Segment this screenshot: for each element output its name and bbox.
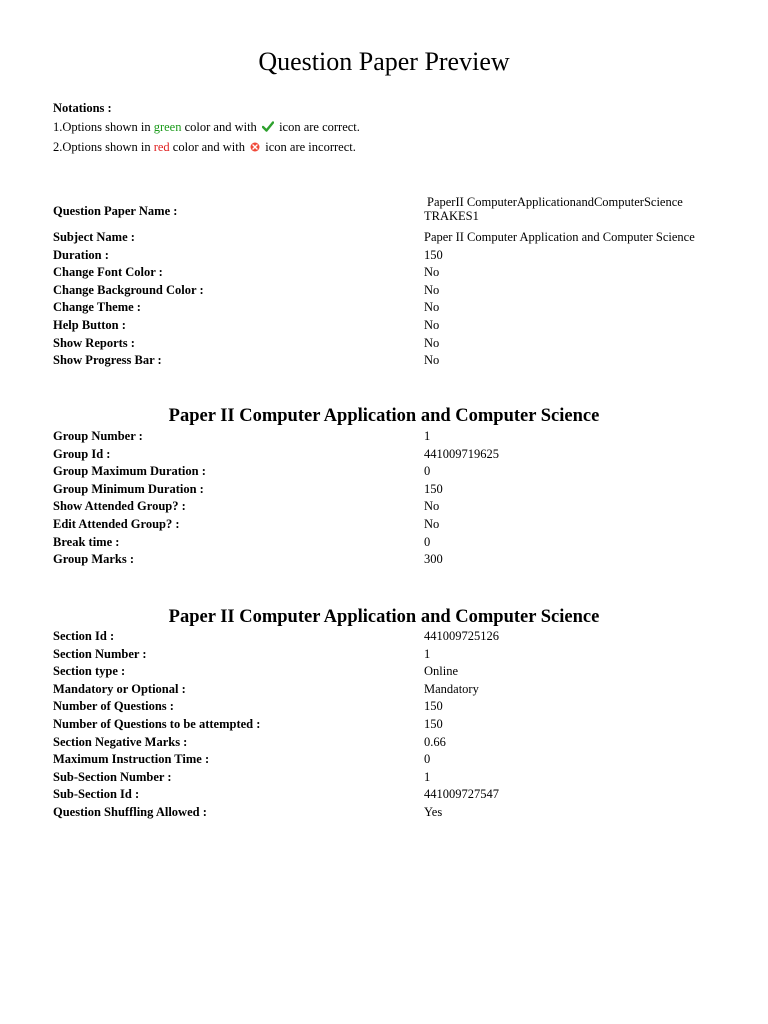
paper-name-row bbox=[53, 195, 743, 229]
info-row bbox=[53, 428, 743, 446]
notation-correct-prefix: 1.Options shown in bbox=[53, 120, 154, 134]
row-label: Section Id : bbox=[53, 629, 115, 643]
row-value: Paper II Computer Application and Computer Science bbox=[424, 230, 695, 244]
info-row bbox=[53, 534, 743, 552]
row-value: 300 bbox=[424, 552, 443, 567]
check-icon bbox=[262, 119, 274, 138]
info-row bbox=[53, 317, 743, 335]
info-row bbox=[53, 299, 743, 317]
row-label: Change Font Color : bbox=[53, 265, 163, 280]
cross-icon bbox=[250, 139, 260, 158]
row-label: Number of Questions : bbox=[53, 699, 174, 714]
paper-name-value-line1: PaperII ComputerApplicationandComputerScience bbox=[427, 195, 683, 209]
notation-correct-color-word: green bbox=[153, 120, 182, 134]
info-row bbox=[53, 681, 743, 699]
info-row bbox=[53, 786, 743, 804]
info-row bbox=[53, 247, 743, 265]
row-label: Sub-Section Id : bbox=[53, 787, 140, 802]
info-row bbox=[53, 646, 743, 664]
row-value: 441009719625 bbox=[424, 446, 499, 461]
row-label: Section Number : bbox=[53, 646, 147, 661]
info-row bbox=[53, 335, 743, 353]
group-title: Paper II Computer Application and Computer Science bbox=[168, 406, 600, 426]
info-row bbox=[53, 628, 743, 646]
paper-name-value bbox=[424, 195, 724, 223]
notation-incorrect-color-word: red bbox=[153, 140, 170, 154]
notations bbox=[53, 99, 360, 158]
row-value: 150 bbox=[424, 247, 443, 262]
row-label: Change Background Color : bbox=[53, 282, 204, 297]
info-row bbox=[53, 463, 743, 481]
paper-info-table bbox=[53, 195, 743, 370]
info-row bbox=[53, 446, 743, 464]
info-row bbox=[53, 481, 743, 499]
info-row bbox=[53, 551, 743, 569]
row-value: No bbox=[424, 353, 440, 368]
row-value: 150 bbox=[424, 699, 443, 714]
row-value: No bbox=[424, 499, 440, 514]
row-value: No bbox=[424, 282, 440, 297]
row-value: 150 bbox=[424, 716, 443, 731]
notation-incorrect-prefix: 2.Options shown in bbox=[53, 140, 154, 154]
row-value: 0 bbox=[424, 534, 431, 549]
paper-name-label: Question Paper Name : bbox=[53, 204, 178, 218]
row-value: No bbox=[424, 265, 440, 280]
row-label: Section type : bbox=[53, 664, 126, 679]
info-row bbox=[53, 769, 743, 787]
row-value: Yes bbox=[424, 804, 443, 819]
row-value: 1 bbox=[424, 646, 431, 661]
row-label: Edit Attended Group? : bbox=[53, 516, 180, 531]
row-value: No bbox=[424, 317, 440, 332]
page-title: Question Paper Preview bbox=[258, 47, 510, 76]
row-value: 441009725126 bbox=[424, 629, 499, 643]
row-label: Question Shuffling Allowed : bbox=[53, 804, 207, 819]
row-value: Mandatory bbox=[424, 681, 479, 696]
info-row bbox=[53, 751, 743, 769]
row-value: 1 bbox=[424, 429, 431, 443]
info-row bbox=[53, 498, 743, 516]
row-label: Show Reports : bbox=[53, 335, 135, 350]
notation-incorrect-suffix: icon are incorrect. bbox=[262, 140, 356, 154]
row-label: Help Button : bbox=[53, 317, 126, 332]
row-label: Sub-Section Number : bbox=[53, 769, 172, 784]
info-row bbox=[53, 264, 743, 282]
notation-correct bbox=[53, 118, 360, 138]
notations-heading: Notations : bbox=[53, 101, 112, 115]
row-label: Section Negative Marks : bbox=[53, 734, 188, 749]
row-value: 150 bbox=[424, 481, 443, 496]
notation-incorrect bbox=[53, 138, 360, 158]
row-value: No bbox=[424, 335, 440, 350]
row-label: Show Attended Group? : bbox=[53, 499, 186, 514]
info-row bbox=[53, 352, 743, 370]
row-label: Group Minimum Duration : bbox=[53, 481, 204, 496]
row-label: Mandatory or Optional : bbox=[53, 681, 186, 696]
info-row bbox=[53, 282, 743, 300]
info-row bbox=[53, 229, 743, 247]
row-value: No bbox=[424, 516, 440, 531]
row-label: Group Marks : bbox=[53, 552, 135, 567]
row-value: 0 bbox=[424, 464, 431, 479]
row-label: Number of Questions to be attempted : bbox=[53, 716, 261, 731]
row-label: Show Progress Bar : bbox=[53, 353, 162, 368]
row-label: Group Maximum Duration : bbox=[53, 464, 206, 479]
info-row bbox=[53, 663, 743, 681]
row-label: Maximum Instruction Time : bbox=[53, 752, 210, 767]
notation-correct-middle: color and with bbox=[181, 120, 260, 134]
info-row bbox=[53, 804, 743, 822]
row-value: 0.66 bbox=[424, 734, 446, 749]
row-label: Duration : bbox=[53, 247, 109, 262]
info-row bbox=[53, 698, 743, 716]
info-row bbox=[53, 716, 743, 734]
row-value: 1 bbox=[424, 769, 431, 784]
notation-incorrect-middle: color and with bbox=[169, 140, 249, 154]
row-label: Break time : bbox=[53, 534, 120, 549]
row-value: 441009727547 bbox=[424, 787, 499, 802]
group-table bbox=[53, 428, 743, 569]
row-label: Group Id : bbox=[53, 446, 111, 461]
info-row bbox=[53, 734, 743, 752]
section-table bbox=[53, 628, 743, 822]
row-value: No bbox=[424, 300, 440, 315]
notation-correct-suffix: icon are correct. bbox=[275, 120, 360, 134]
row-value: Online bbox=[424, 664, 459, 679]
row-label: Change Theme : bbox=[53, 300, 141, 315]
paper-name-value-line2: TRAKES1 bbox=[424, 209, 479, 223]
row-label: Group Number : bbox=[53, 429, 143, 443]
row-value: 0 bbox=[424, 752, 431, 767]
row-label: Subject Name : bbox=[53, 230, 135, 244]
section-title: Paper II Computer Application and Computer Science bbox=[168, 607, 600, 627]
info-row bbox=[53, 516, 743, 534]
